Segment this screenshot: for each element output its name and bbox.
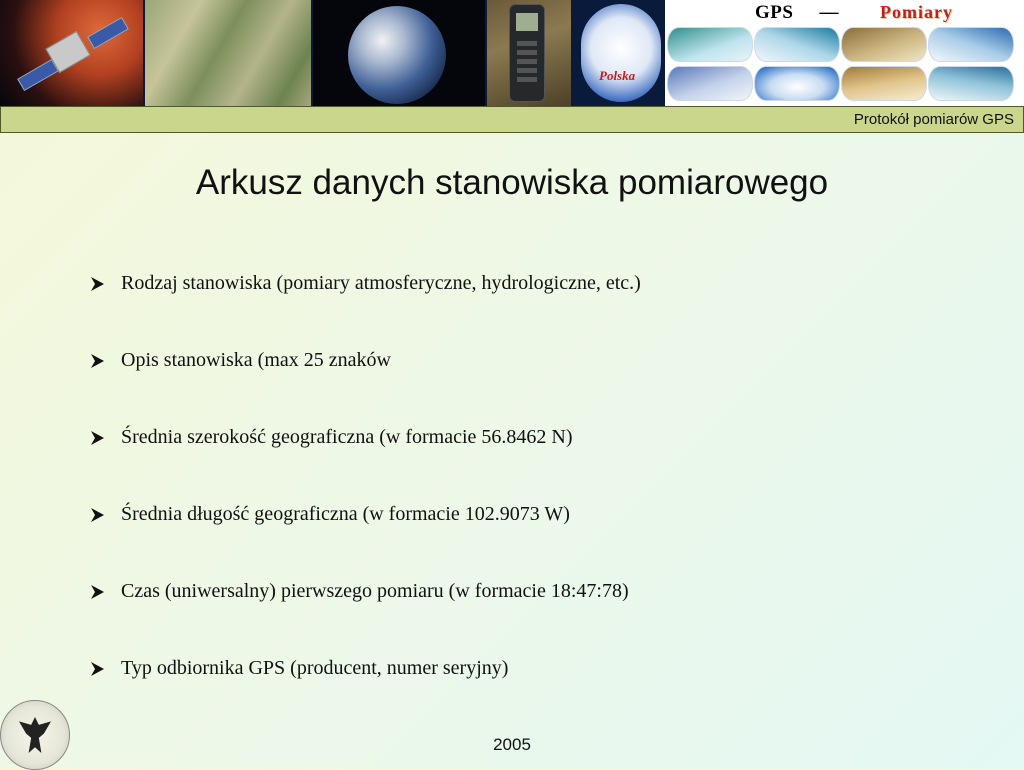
subtitle-bar xyxy=(0,106,1024,133)
header-banner xyxy=(0,0,1024,106)
solar-panel-left xyxy=(17,59,59,91)
thumbnail-image xyxy=(667,27,753,62)
list-item-text: Czas (uniwersalny) pierwszego pomiaru (w formacie 18:47:78) xyxy=(121,580,629,602)
aerial-map-photo xyxy=(145,0,311,106)
subtitle-text: Protokół pomiarów GPS xyxy=(853,111,1014,128)
list-item-text: Średnia długość geograficzna (w formacie 102.9073 W) xyxy=(121,503,570,525)
gps-label: GPS xyxy=(755,2,794,23)
brand-label: Pomiary xyxy=(880,2,953,22)
earth-globe xyxy=(348,6,446,104)
arrow-right-icon xyxy=(90,353,105,369)
page-title: Arkusz danych stanowiska pomiarowego xyxy=(195,163,829,202)
thumbnail-image xyxy=(928,66,1014,101)
globe-logo xyxy=(573,0,665,106)
list-item-text: Rodzaj stanowiska (pomiary atmosferyczne, hydrologiczne, etc.) xyxy=(121,272,641,294)
arrow-right-icon xyxy=(90,430,105,446)
satellite-photo xyxy=(0,0,143,106)
arrow-right-icon xyxy=(90,507,105,523)
thumbnail-image xyxy=(841,66,927,101)
thumbnail-image xyxy=(754,66,840,101)
heading-dash: — xyxy=(819,2,839,23)
thumbnail-image xyxy=(928,27,1014,62)
thumbnail-image xyxy=(754,27,840,62)
gps-device xyxy=(509,4,545,102)
arrow-right-icon xyxy=(90,584,105,600)
footer-year: 2005 xyxy=(493,735,531,754)
arrow-right-icon xyxy=(90,661,105,677)
thumbnail-image xyxy=(667,66,753,101)
arrow-right-icon xyxy=(90,276,105,292)
gps-keypad xyxy=(517,41,537,85)
gps-heading xyxy=(755,2,839,24)
list-item-text: Opis stanowiska (max 25 znaków xyxy=(121,349,391,371)
gps-screen xyxy=(516,13,538,31)
list-item-text: Średnia szerokość geograficzna (w formacie 56.8462 N) xyxy=(121,426,573,448)
thumbnail-image xyxy=(841,27,927,62)
logo-word: Polska xyxy=(599,68,636,83)
earth-photo xyxy=(313,0,485,106)
gps-receiver-photo xyxy=(487,0,571,106)
thumbnail-grid xyxy=(665,0,1024,106)
logo-emblem xyxy=(581,4,661,102)
solar-panel-right xyxy=(87,17,129,49)
list-item-text: Typ odbiornika GPS (producent, numer seryjny) xyxy=(121,657,509,679)
